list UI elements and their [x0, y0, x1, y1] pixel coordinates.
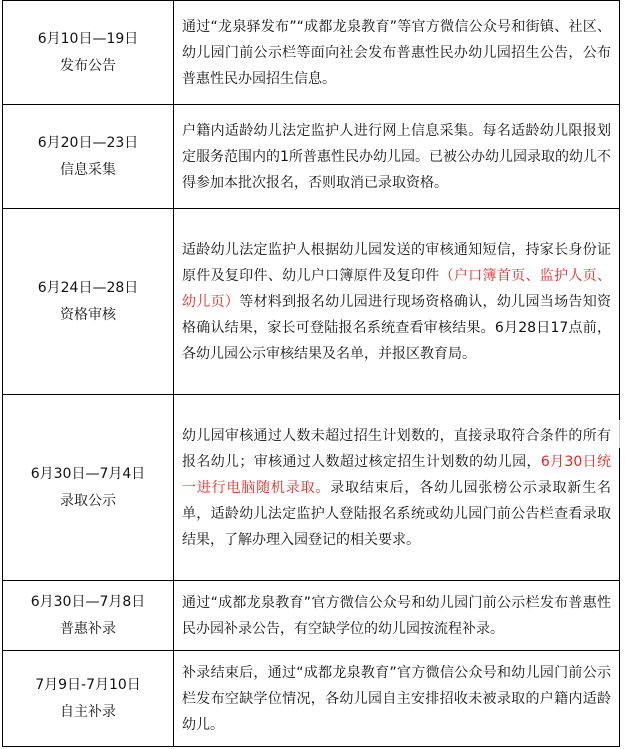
phase-title: 信息采集 — [60, 161, 116, 178]
date-range: 6月24日—28日 — [37, 279, 139, 296]
highlight-text: 6月30日统一进行电脑随机录取。 — [182, 453, 611, 496]
date-cell — [3, 395, 174, 581]
phase-title: 自主补录 — [60, 703, 116, 720]
highlight-text: （户口簿首页、监护人页、幼儿页） — [182, 267, 612, 310]
enrollment-schedule-table — [2, 0, 620, 747]
table-row — [3, 395, 620, 581]
date-cell — [3, 209, 174, 395]
table-row — [3, 1, 620, 105]
description-cell — [174, 581, 620, 651]
table-row — [3, 105, 620, 209]
description-cell — [174, 105, 620, 209]
date-cell — [3, 1, 174, 105]
description-text: 户籍内适龄幼儿法定监护人进行网上信息采集。每名适龄幼儿限报划定服务范围内的1所普惠性民办幼儿园。已被公办幼儿园录取的幼儿不得参加本批次报名，否则取消已录取资格。 — [182, 122, 611, 191]
description-text: 等材料到报名幼儿园进行现场资格确认，幼儿园当场告知资格确认结果，家长可登陆报名系统查看审核结果。6月28日17点前，各幼儿园公示审核结果及名单，并报区教育局。 — [182, 293, 612, 362]
table-row — [3, 651, 620, 747]
description-text: 录取结束后，各幼儿园张榜公示录取新生名单，适龄幼儿法定监护人登陆报名系统或幼儿园门前公告栏查看录取结果，了解办理入园登记的相关要求。 — [182, 479, 612, 548]
phase-title: 普惠补录 — [60, 620, 116, 637]
description-text: 幼儿园审核通过人数未超过招生计划数的，直接录取符合条件的所有报名幼儿；审核通过人数超过核定招生计划数的幼儿园， — [182, 427, 611, 470]
phase-title: 录取公示 — [60, 492, 116, 509]
description-text: 通过“成都龙泉教育”官方微信公众号和幼儿园门前公示栏发布普惠性民办园补录公告，有空缺学位的幼儿园按流程补录。 — [182, 594, 611, 637]
description-text: 补录结束后，通过“成都龙泉教育”官方微信公众号和幼儿园门前公示栏发布空缺学位情况，各幼儿园自主安排招收未被录取的户籍内适龄幼儿。 — [182, 664, 611, 733]
date-range: 6月30日—7月8日 — [30, 593, 146, 610]
date-range: 7月9日-7月10日 — [35, 676, 141, 693]
description-text: 通过“龙泉驿发布”“成都龙泉教育”等官方微信公众号和街镇、社区、幼儿园门前公示栏等面向社会发布普惠性民办幼儿园招生公告，公布普惠性民办园招生信息。 — [182, 18, 611, 87]
date-cell — [3, 581, 174, 651]
edge-mark — [619, 420, 620, 448]
description-cell — [174, 651, 620, 747]
table-row — [3, 581, 620, 651]
date-cell — [3, 105, 174, 209]
date-range: 6月20日—23日 — [37, 134, 139, 151]
date-range: 6月30日—7月4日 — [30, 465, 146, 482]
description-cell — [174, 209, 620, 395]
description-text: 适龄幼儿法定监护人根据幼儿园发送的审核通知短信，持家长身份证原件及复印件、幼儿户口簿原件及复印件 — [182, 241, 611, 284]
table-row — [3, 209, 620, 395]
description-cell — [174, 1, 620, 105]
date-range: 6月10日—19日 — [37, 30, 139, 47]
phase-title: 资格审核 — [60, 306, 116, 323]
date-cell — [3, 651, 174, 747]
phase-title: 发布公告 — [60, 57, 116, 74]
description-cell — [174, 395, 620, 581]
